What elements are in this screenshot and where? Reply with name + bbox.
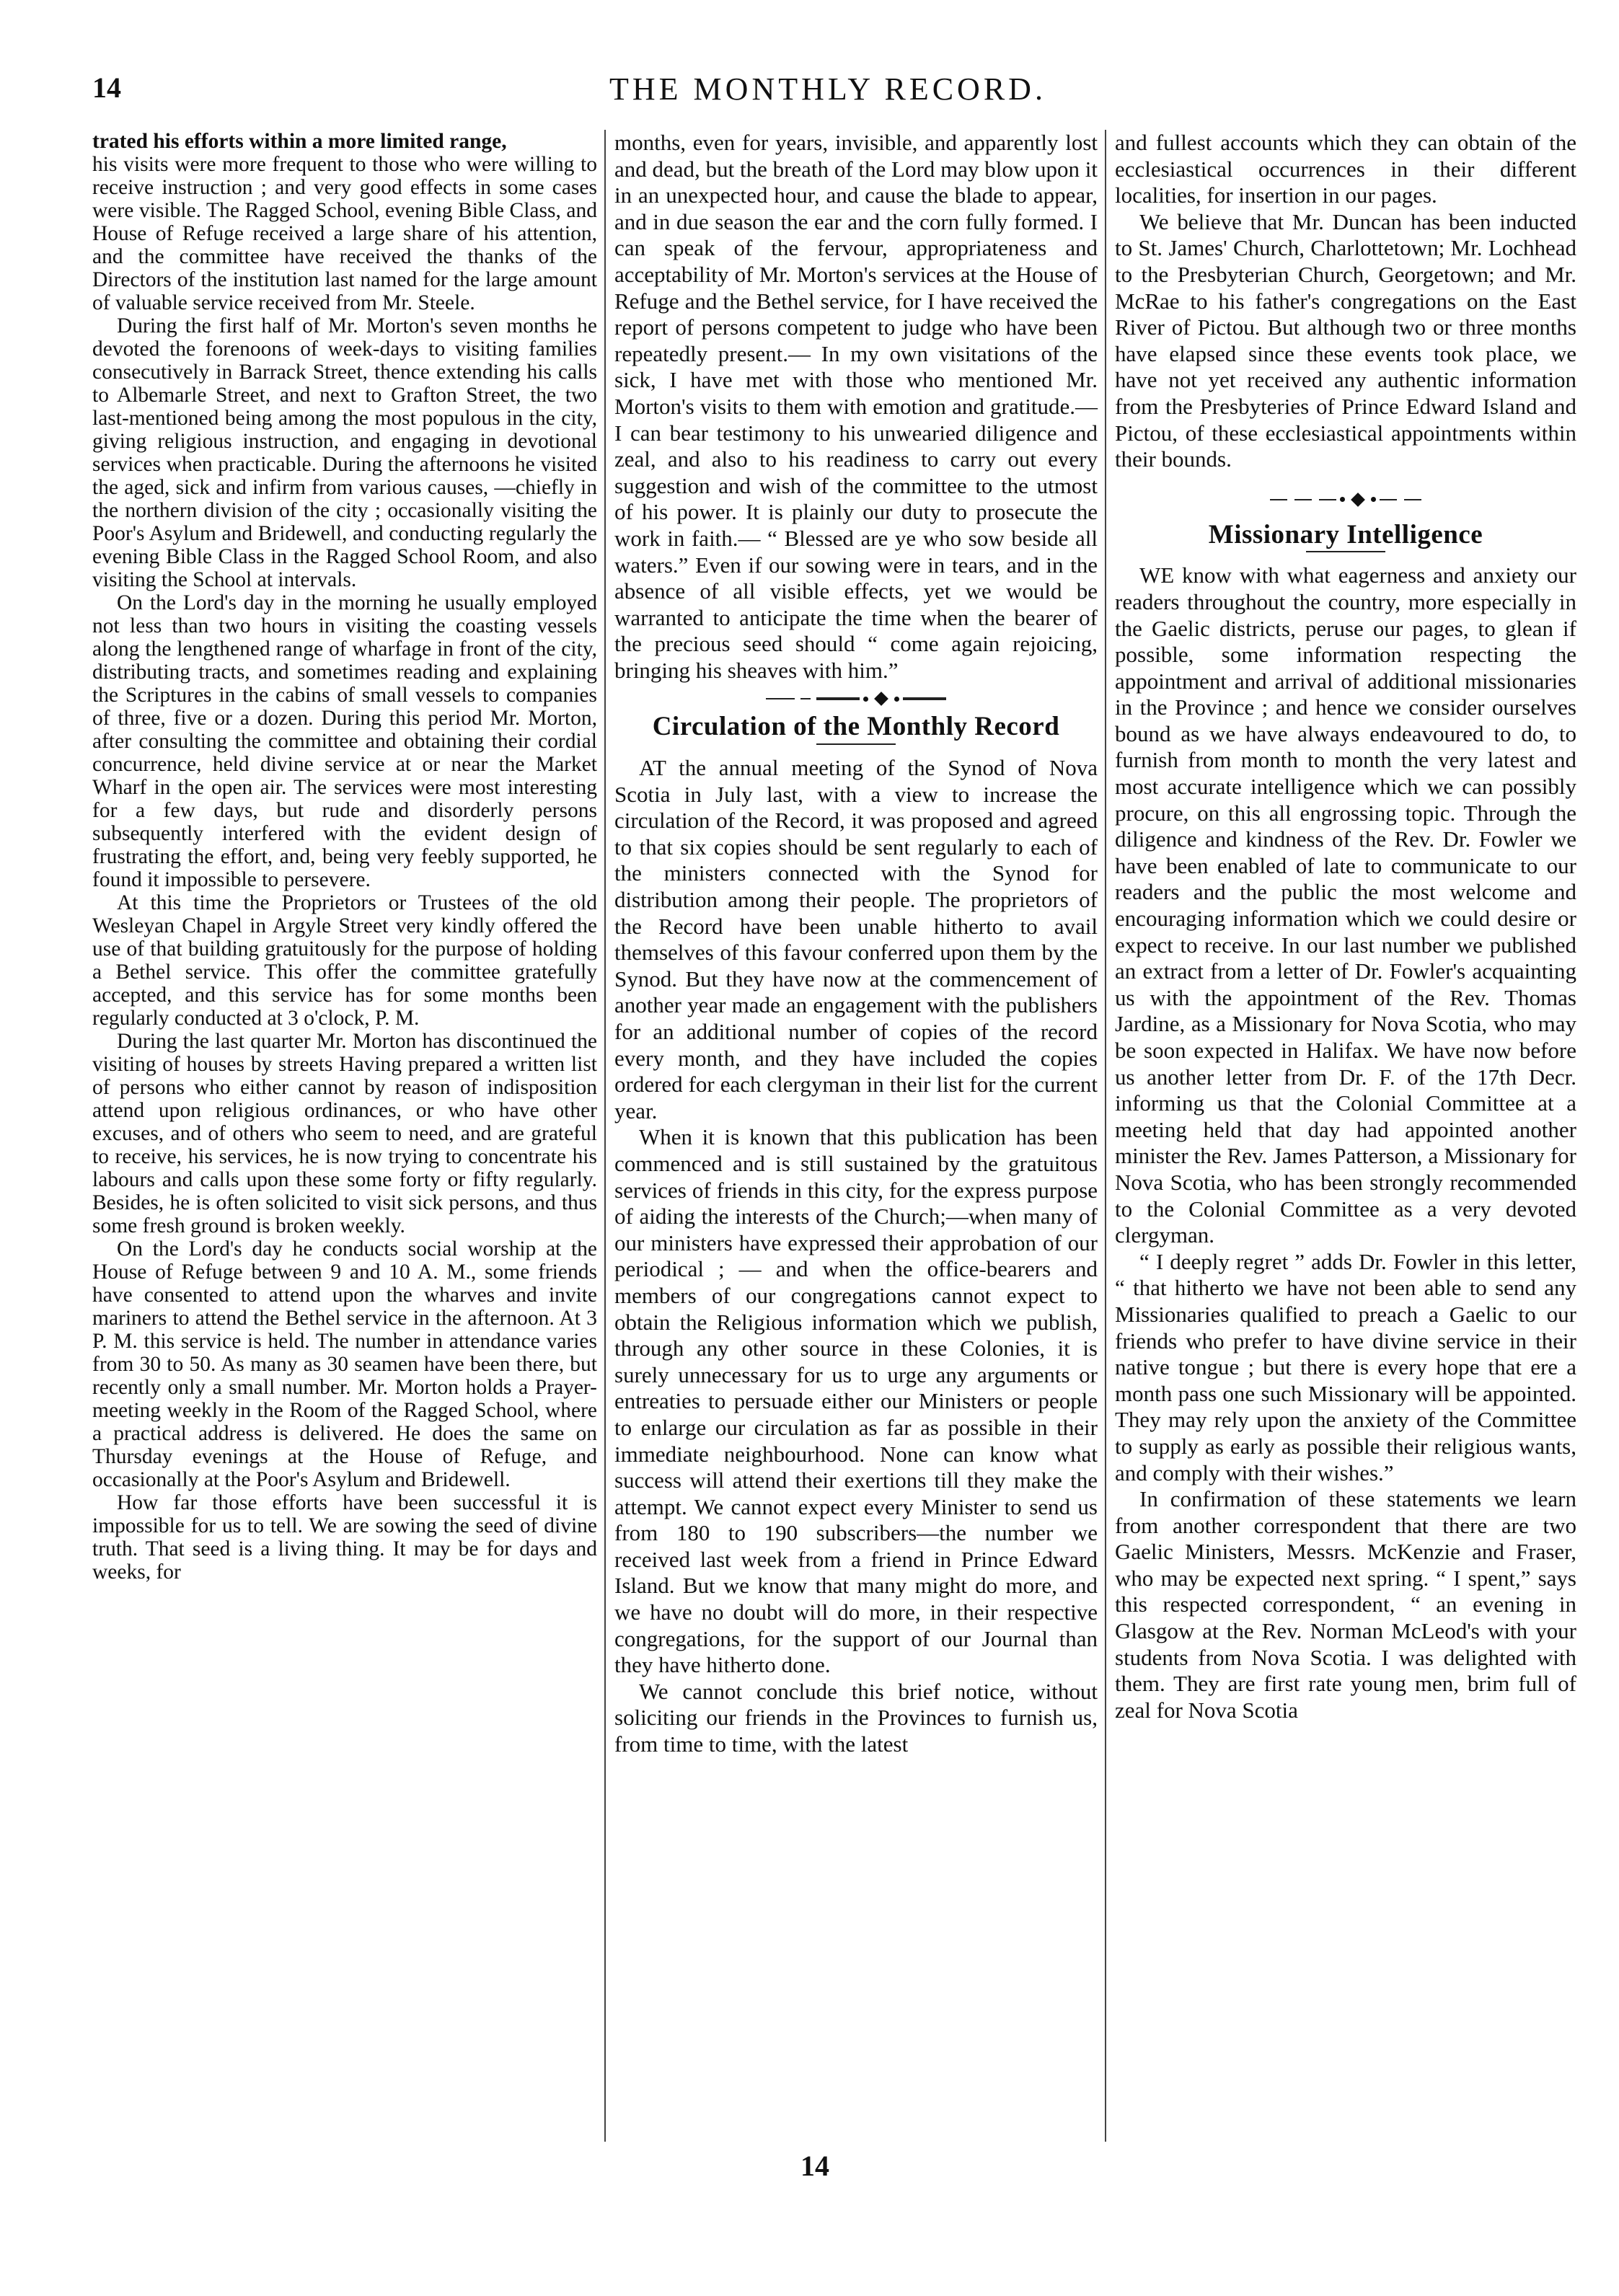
column-divider-right	[1105, 130, 1106, 2142]
paragraph: and fullest accounts which they can obtain of the ecclesiastical occurrences in their different localities, for insertion in our pages.	[1115, 130, 1576, 208]
paragraph: During the last quarter Mr. Morton has discontinued the visiting of houses by streets Having prepared a written list of persons who either cannot by reason of indisposition attend upon religious ordinances, or who have other excuses, and of others who seem to need, and are grateful to receive, his services, he is now trying to concentrate his labours and calls upon these some forty or fifty regularly. Besides, he is often solicited to visit sick persons, and thus some fresh ground is broken weekly.	[92, 1030, 597, 1237]
paragraph: AT the annual meeting of the Synod of Nova Scotia in July last, with a view to increase the circulation of the Record, it was proposed and agreed to that six copies should be sent regularly to each of the ministers connected with the Synod for distribution among their people. The proprietors of the Record have been unable hitherto to avail themselves of this favour conferred upon them by the Synod. But they have now at the commencement of another year made an engagement with the publishers for an additional number of copies of the record every month, and they have included the copies ordered for each clergyman in their list for the current year.	[614, 755, 1098, 1123]
heading-rule	[816, 743, 896, 745]
right-column	[1115, 130, 1576, 1723]
footer-page-number: 14	[800, 2150, 829, 2182]
paragraph: “ I deeply regret ” adds Dr. Fowler in this letter, “ that hitherto we have not been able to send any Missionaries qualified to preach a Gaelic to our friends who prefer to have divine service in their native tongue ; but there is every hope that ere a month pass one such Missionary will be appointed. They may rely upon the anxiety of the Committee to supply as early as possible their religious wants, and comply with their wishes.”	[1115, 1248, 1576, 1485]
middle-column	[614, 130, 1098, 1758]
paragraph: At this time the Proprietors or Trustees of the old Wesleyan Chapel in Argyle Street very kindly offered the use of that building gratuitously for the purpose of holding a Bethel service. This offer the committee gratefully accepted, and this service has for some months been regularly conducted at 3 o'clock, P. M.	[92, 891, 597, 1030]
paragraph: We believe that Mr. Duncan has been inducted to St. James' Church, Charlottetown; Mr. Lochhead to the Presbyterian Church, Georgetown; and Mr. McRae to his father's congregations on the East River of Pictou. But although two or three months have elapsed since these events took place, we have not yet received any authentic information from the Presbyteries of Prince Edward Island and Pictou, of these ecclesiastical appointments within their bounds.	[1115, 208, 1576, 472]
heading-rule	[1306, 551, 1385, 552]
paragraph: On the Lord's day in the morning he usually employed not less than two hours in visiting the coasting vessels along the lengthened range of wharfage in front of the city, distributing tracts, and sometimes reading and explaining the Scriptures in the cabins of small vessels to companies of three, five or a dozen. During this period Mr. Morton, after consulting the committee and obtaining their cordial concurrence, held divine service at or near the Market Wharf in the open air. The services were most interesting for a few days, but rude and disorderly persons subsequently interfered with the evident design of frustrating the effort, and, being very feebly supported, he found it impossible to persevere.	[92, 591, 597, 891]
header-page-number: 14	[92, 71, 121, 104]
page-header	[92, 71, 1563, 121]
paragraph: During the first half of Mr. Morton's seven months he devoted the forenoons of week-days to visiting families consecutively in Barrack Street, thence extending his calls to Albemarle Street, and next to Grafton Street, the two last-mentioned being among the most populous in the city, giving religious instruction, and engaging in devotional services when practicable. During the afternoons he visited the aged, sick and infirm from various causes, —chiefly in the northern division of the city ; occasionally visiting the Poor's Asylum and Bridewell, and conducting regularly the evening Bible Class in the Ragged School Room, and also visiting the School at intervals.	[92, 314, 597, 591]
circulation-heading: Circulation of the Monthly Record	[652, 712, 1060, 742]
section-ornament	[1115, 495, 1576, 505]
paragraph: months, even for years, invisible, and apparently lost and dead, but the breath of the Lord may blow upon it in an unexpected hour, and cause the blade to appear, and in due season the ear and the corn fully formed. I can speak of the fervour, appropriateness and acceptability of Mr. Morton's services at the House of Refuge and the Bethel service, for I have received the report of persons competent to judge who have been repeatedly present.— In my own visitations of the sick, I have met with those who mentioned Mr. Morton's visits to them with emotion and gratitude.— I can bear testimony to his unwearied diligence and zeal, and also to his readiness to carry out every suggestion and wish of the committee to the utmost of his power. It is plainly our duty to prosecute the work in faith.— “ Blessed are ye who sow beside all waters.” Even if our sowing were in tears, and in the absence of all visible effects, yet we would be warranted to anticipate the time when the bearer of the precious seed should “ come again rejoicing, bringing his sheaves with him.”	[614, 130, 1098, 683]
missionary-heading: Missionary Intelligence	[1208, 519, 1483, 549]
paragraph: We cannot conclude this brief notice, without soliciting our friends in the Provinces to furnish us, from time to time, with the latest	[614, 1678, 1098, 1757]
paragraph: WE know with what eagerness and anxiety our readers throughout the country, more especially in the Gaelic districts, peruse our pages, to glean if possible, some information respecting the appointment and arrival of additional missionaries in the Province ; and hence we consider ourselves bound as we have always endeavoured to do, to furnish from month to month the very latest and most accurate intelligence which we can possibly procure, on this all engrossing topic. Through the diligence and kindness of the Rev. Dr. Fowler we have been enabled of late to communicate to our readers and the public the most welcome and encouraging information which we could desire or expect to receive. In our last number we published an extract from a letter of Dr. Fowler's acquainting us with the appointment of the Rev. Thomas Jardine, as a Missionary for Nova Scotia, who may be soon expected in Halifax. We have now before us another letter from Dr. F. of the 17th Decr. informing us that the Colonial Committee at a meeting held that day had appointed another minister the Rev. James Patterson, a Missionary for Nova Scotia, who has been strongly recommended to the Colonial Committee as a very devoted clergyman.	[1115, 562, 1576, 1248]
paragraph: trated his efforts within a more limited range,	[92, 130, 507, 153]
paragraph: When it is known that this publication has been commenced and is still sustained by the gratuitous services of friends in this city, for the express purpose of aiding the interests of the Church;—when many of our ministers have expressed their approbation of our periodical ; — and when the office-bearers and members of our congregations cannot expect to obtain the Religious information which we publish, through any other source in these Colonies, it is surely unnecessary for us to urge any arguments or entreaties to persuade either our Ministers or people to enlarge our circulation as far as possible in their immediate neighbourhood. None can know what success will attend their exertions till they make the attempt. We cannot expect every Minister to send us from 180 to 190 subscribers—the number we received last week from a friend in Prince Edward Island. But we know that many might do more, and we have no doubt will do more, in their respective congregations, for the support of our Journal than they have hitherto done.	[614, 1124, 1098, 1678]
column-divider-left	[604, 130, 606, 2142]
paragraph: How far those efforts have been successful it is impossible for us to tell. We are sowing the seed of divine truth. That seed is a living thing. It may be for days and weeks, for	[92, 1491, 597, 1584]
journal-title: THE MONTHLY RECORD.	[609, 71, 1046, 107]
left-column	[92, 130, 597, 1584]
paragraph: On the Lord's day he conducts social worship at the House of Refuge between 9 and 10 A. M., some friends have consented to attend upon the wharves and invite mariners to attend the Bethel service in the afternoon. At 3 P. M. this service is held. The number in attendance varies from 30 to 50. As many as 30 seamen have been there, but recently only a small number. Mr. Morton holds a Prayer-meeting weekly in the Room of the Ragged School, where a practical address is delivered. He does the same on Thursday evenings at the House of Refuge, and occasionally at the Poor's Asylum and Bridewell.	[92, 1237, 597, 1491]
paragraph: In confirmation of these statements we learn from another correspondent that there are two Gaelic Ministers, Messrs. McKenzie and Fraser, who may be expected next spring. “ I spent,” says this respected correspondent, “ an evening in Glasgow at the Rev. Norman McLeod's with your students from Nova Scotia. I was delighted with them. They are first rate young men, brim full of zeal for Nova Scotia	[1115, 1486, 1576, 1723]
paragraph: his visits were more frequent to those who were willing to receive instruction ; and very good effects in some cases were visible. The Ragged School, evening Bible Class, and House of Refuge received a large share of his attention, and the committee have received the thanks of the Directors of the institution last named for the large amount of valuable service received from Mr. Steele.	[92, 153, 597, 314]
section-ornament	[614, 694, 1098, 704]
